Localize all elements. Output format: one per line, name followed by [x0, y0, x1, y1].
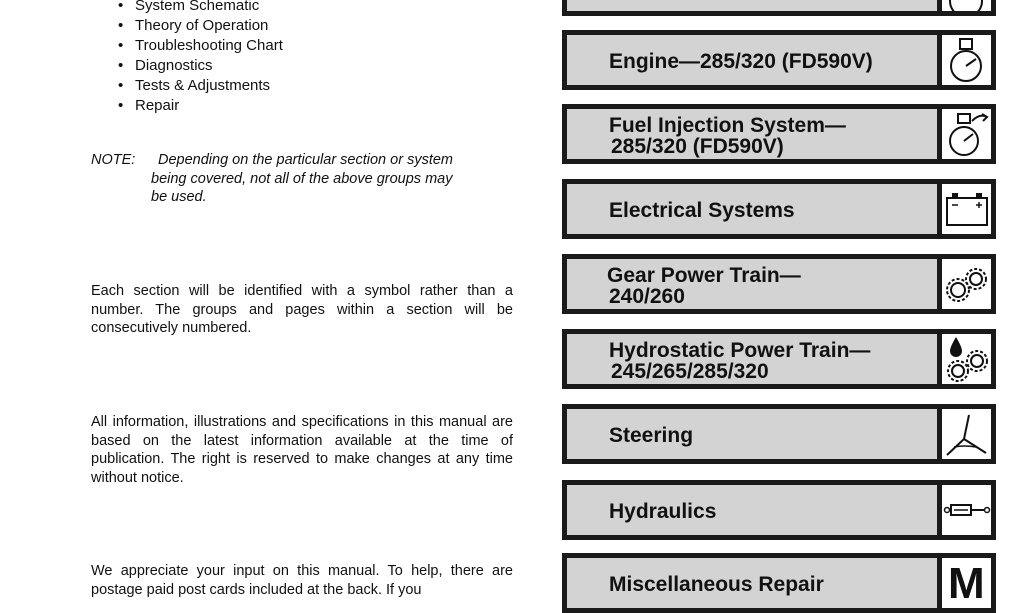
information-paragraph: All information, illustrations and specifications in this manual are based on the latest information available at the time of publication. The right is reserved to make changes at any time without notice.	[91, 414, 513, 486]
hydrostatic-gears-icon	[942, 334, 991, 384]
section-icon-box	[942, 259, 991, 309]
list-item: • Diagnostics	[118, 57, 213, 74]
section-icon-box	[942, 409, 991, 459]
note-block	[91, 151, 513, 207]
section-tab-hydraulics[interactable]	[562, 480, 996, 540]
section-tab-steering[interactable]	[562, 404, 996, 464]
hydraulic-cylinder-icon	[942, 485, 991, 535]
section-label: Gear Power Train— 240/260	[607, 264, 801, 308]
section-label: Fuel Injection System— 285/320 (FD590V)	[609, 114, 846, 158]
section-label: Electrical Systems	[609, 199, 795, 222]
steering-icon	[942, 409, 991, 459]
engine-piston-icon	[942, 35, 991, 85]
section-label: Engine—285/320 (FD590V)	[609, 50, 873, 73]
list-item: • Repair	[118, 97, 180, 114]
section-label: Steering	[609, 424, 694, 447]
section-label: Miscellaneous Repair	[609, 573, 824, 596]
note-line-3: be used.	[151, 189, 207, 205]
section-icon-box	[942, 485, 991, 535]
section-tab-electrical[interactable]	[562, 179, 996, 239]
gears-icon	[942, 259, 991, 309]
section-icon-box	[942, 558, 991, 608]
section-index	[562, 0, 998, 608]
section-tab-fuel-injection[interactable]	[562, 104, 996, 164]
battery-icon	[942, 184, 991, 234]
section-symbols-paragraph: Each section will be identified with a symbol rather than a number. The groups and pages within a section will be consecutively numbered.	[91, 283, 513, 336]
section-tab-hydrostatic-power-train[interactable]	[562, 329, 996, 389]
section-label: Hydraulics	[609, 500, 717, 523]
section-tab-top[interactable]	[562, 0, 996, 16]
section-icon-box	[942, 334, 991, 384]
section-icon-box	[942, 35, 991, 85]
group-list	[118, 0, 283, 116]
list-item: • System Schematic	[118, 0, 260, 14]
note-line-2: being covered, not all of the above groups may	[151, 170, 453, 187]
section-icon-box	[942, 184, 991, 234]
m-letter-icon: M	[948, 559, 985, 608]
list-item: • Tests & Adjustments	[118, 77, 271, 94]
gauge-icon	[942, 0, 991, 11]
list-item: • Troubleshooting Chart	[118, 37, 283, 54]
section-tab-engine[interactable]	[562, 30, 996, 90]
fuel-injection-icon	[942, 109, 991, 159]
section-tab-gear-power-train[interactable]	[562, 254, 996, 314]
note-line-1: Depending on the particular section or system	[158, 152, 453, 168]
section-label: Hydrostatic Power Train— 245/265/285/320	[609, 339, 871, 383]
section-tab-miscellaneous-repair[interactable]	[562, 553, 996, 613]
section-icon-box	[942, 0, 991, 11]
section-icon-box	[942, 109, 991, 159]
note-lead: NOTE:	[91, 152, 136, 168]
feedback-paragraph: We appreciate your input on this manual. To help, there are postage paid post cards included at the back. If you	[91, 563, 513, 598]
list-item: • Theory of Operation	[118, 17, 269, 34]
